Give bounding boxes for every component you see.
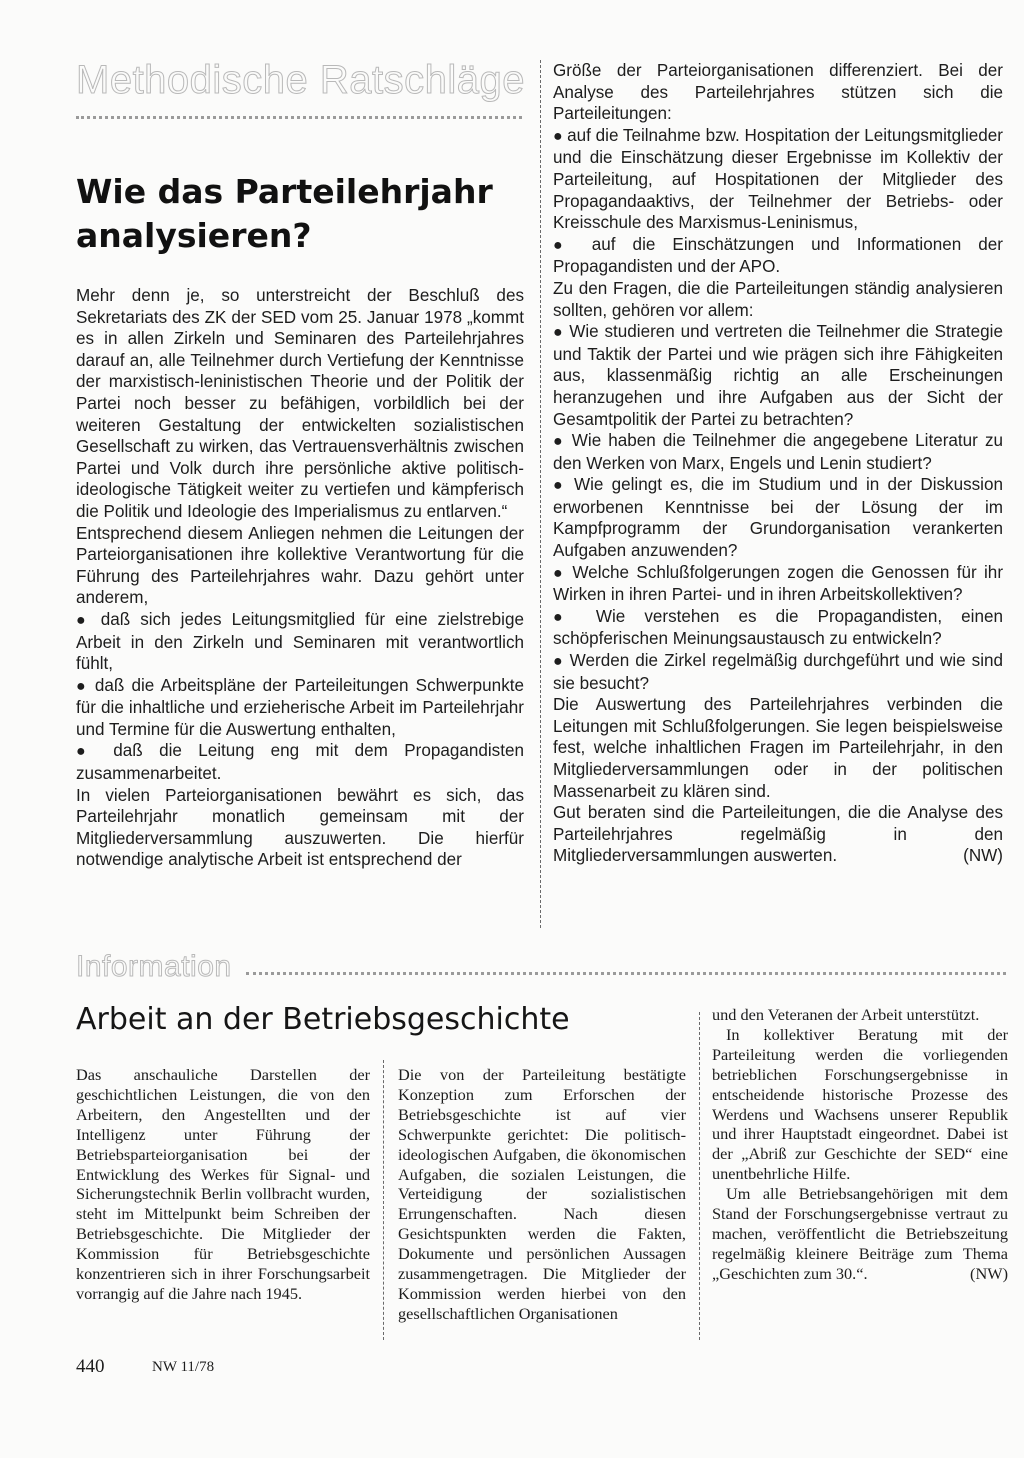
page-number: 440 [76, 1356, 105, 1377]
bullet-item: ● Wie haben die Teilnehmer die angegebene Literatur zu den Werken von Marx, Engels und Lenin studiert? [553, 430, 1003, 474]
column-divider [699, 1012, 700, 1340]
closing-text: Um alle Betriebsangehörigen mit dem Stand der Forschungsergebnisse vertraut zu machen, veröffentlicht die Betriebszeitung regelmäßig kleinere Beiträge zum Thema „Geschichten zum 30.“. [712, 1184, 1008, 1283]
kicker-rule [76, 116, 522, 119]
bullet-item: ● daß die Arbeitspläne der Parteileitungen Schwerpunkte für die inhaltliche und erzieherische Arbeit im Parteilehrjahr und Termine für die Auswertung enthalten, [76, 675, 524, 741]
bullet-item: ● auf die Teilnahme bzw. Hospitation der Leitungsmitglieder und die Einschätzung dieser Ergebnisse im Kollektiv der Parteileitung, auf Hospitationen der Mitglieder des Propagandaaktivs, der Teilnehmer der Betriebs- oder Kreisschule des Marxismus-Leninismus, [553, 125, 1003, 234]
paragraph [553, 802, 1003, 867]
section-kicker: Methodische Ratschläge [76, 58, 526, 102]
bullet-item: ● daß die Leitung eng mit dem Propagandisten zusammenarbeitet. [76, 740, 524, 784]
bullet-item: ● auf die Einschätzungen und Informationen der Propagandisten und der APO. [553, 234, 1003, 278]
info-column-2 [398, 1065, 686, 1324]
info-column-3 [712, 1005, 1008, 1284]
paragraph: Größe der Parteiorganisationen differenziert. Bei der Analyse des Parteilehrjahres stützen sich die Parteileitungen: [553, 61, 1003, 124]
paragraph: Das anschauliche Darstellen der geschichtlichen Leistungen, die von den Arbeitern, den Angestellten und der Intelligenz unter Führung der Betriebsparteiorganisation bei der Entwicklung des Werkes für Signal- und Sicherungstechnik Berlin vollbracht wurden, steht im Mittelpunkt beim Schreiben der Betriebsgeschichte. Die Mitglieder der Kommission für Betriebsgeschichte konzentrieren sich in ihrer Forschungsarbeit vorrangig auf die Jahre nach 1945. [76, 1065, 370, 1303]
paragraph: In vielen Parteiorganisationen bewährt es sich, das Parteilehrjahr monatlich gemeinsam mit der Mitgliederversammlung auszuwerten. Die hierfür notwendige analytische Arbeit ist entsprechend der [76, 785, 524, 870]
information-title: Arbeit an der Betriebsgeschichte [76, 1002, 570, 1037]
information-rule [246, 972, 1006, 975]
closing-text: Gut beraten sind die Parteileitungen, die die Analyse des Parteilehrjahres regelmäßig in den Mitgliederversammlungen auswerten. [553, 803, 1003, 866]
paragraph: Entsprechend diesem Anliegen nehmen die Leitungen der Parteiorganisationen ihre kollektive Verantwortung für die Führung des Parteilehrjahres wahr. Dazu gehört unter anderem, [76, 523, 524, 608]
paragraph: und den Veteranen der Arbeit unterstützt. [712, 1005, 980, 1024]
column-divider [383, 1060, 384, 1340]
info-column-1 [76, 1065, 370, 1304]
article-left-column [76, 285, 524, 871]
paragraph: Zu den Fragen, die die Parteileitungen ständig analysieren sollten, gehören vor allem: [553, 278, 1003, 320]
bullet-item: ● Werden die Zirkel regelmäßig durchgeführt und wie sind sie besucht? [553, 650, 1003, 694]
signature: (NW) [970, 1263, 1008, 1283]
paragraph [712, 1184, 1008, 1284]
bullet-item: ● Wie gelingt es, die im Studium und in der Diskussion erworbenen Kenntnisse bei der Lösung der im Kampfprogramm der Grundorganisation verankerten Aufgaben anzuwenden? [553, 474, 1003, 561]
signature: (NW) [963, 846, 1003, 866]
article-title [76, 170, 526, 258]
paragraph: Die Auswertung des Parteilehrjahres verbinden die Leitungen mit Schlußfolgerungen. Sie legen beispielsweise fest, welche inhaltlichen Fragen im Parteilehrjahr, in den Mitgliederversammlungen oder in der politischen Massenarbeit zu klären sind. [553, 695, 1003, 801]
bullet-item: ● Welche Schlußfolgerungen zogen die Genossen für ihr Wirken in ihren Partei- und in ihren Arbeitskollektiven? [553, 562, 1003, 606]
issue-label: NW 11/78 [152, 1359, 215, 1375]
bullet-item: ● daß sich jedes Leitungsmitglied für eine zielstrebige Arbeit in den Zirkeln und Seminaren mit verantwortlich fühlt, [76, 609, 524, 675]
title-line-2: analysieren? [76, 216, 312, 255]
bullet-item: ● Wie studieren und vertreten die Teilnehmer die Strategie und Taktik der Partei und wie prägen sich ihre Fähigkeiten aus, klassenmäßig richtig an alle Erscheinungen heranzugehen und ihre Aufgaben aus der Sicht der Gesamtpolitik der Partei zu betrachten? [553, 321, 1003, 430]
column-divider [540, 60, 541, 928]
article-right-column [553, 60, 1003, 867]
paragraph: In kollektiver Beratung mit der Parteileitung werden die vorliegenden betrieblichen Forschungsergebnisse in entscheidende historische Prozesse des Werdens und Wachsens unserer Republik und ihrer Hauptstadt eingeordnet. Dabei ist der „Abriß zur Geschichte der SED“ eine unentbehrliche Hilfe. [712, 1024, 1008, 1184]
bullet-item: ● Wie verstehen es die Propagandisten, einen schöpferischen Meinungsaustausch zu entwickeln? [553, 606, 1003, 650]
paragraph: Die von der Parteileitung bestätigte Konzeption zum Erforschen der Betriebsgeschichte ist auf vier Schwerpunkte gerichtet: Die politisch-ideologischen Aufgaben, die ökonomischen Aufgaben, die sozialen Leistungen, die Verteidigung der sozialistischen Errungenschaften. Nach diesen Gesichtspunkten werden die Fakten, Dokumente und persönlichen Aussagen zusammengetragen. Die Mitglieder der Kommission werden hierbei von den gesellschaftlichen Organisationen [398, 1065, 686, 1323]
paragraph: Mehr denn je, so unterstreicht der Beschluß des Sekretariats des ZK der SED vom 25. Januar 1978 „kommt es in allen Zirkeln und Seminaren des Parteilehrjahres darauf an, alle Teilnehmer durch Vertiefung der Kenntnisse der marxistisch-leninistischen Theorie und der Politik der Partei noch besser zu befähigen, vorbildlich bei der weiteren Gestaltung der entwickelten sozialistischen Gesellschaft zu wirken, das Vertrauensverhältnis zwischen Partei und Volk durch ihre persönliche aktive politisch-ideologische Tätigkeit weiter zu vertiefen und kämpferisch die Politik und Ideologie des Imperialismus zu entlarven.“ [76, 286, 524, 521]
title-line-1: Wie das Parteilehrjahr [76, 172, 493, 211]
section-kicker-information: Information [76, 950, 232, 983]
